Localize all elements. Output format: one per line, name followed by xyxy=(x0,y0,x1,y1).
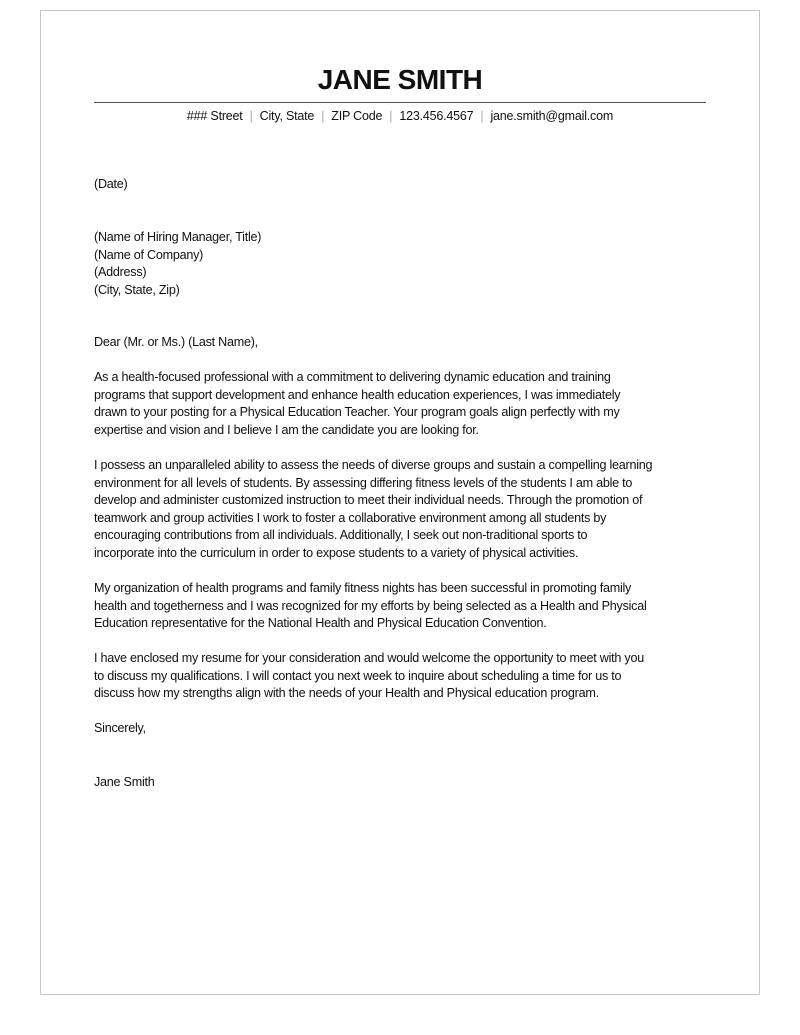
separator: | xyxy=(480,109,484,123)
paragraph-line: programs that support development and enhance health education experiences, I was immediately xyxy=(94,387,621,402)
paragraph-3 xyxy=(94,580,647,633)
paragraph-line: to discuss my qualifications. I will contact you next week to inquire about scheduling a time for us to xyxy=(94,668,622,683)
contact-street: ### Street xyxy=(186,109,243,123)
separator: | xyxy=(389,109,393,123)
contact-phone: 123.456.4567 xyxy=(399,109,474,123)
paragraph-4 xyxy=(94,650,644,703)
paragraph-line: health and togetherness and I was recognized for my efforts by being selected as a Health and Physical xyxy=(94,598,647,613)
contact-zip: ZIP Code xyxy=(331,109,383,123)
contact-email: jane.smith@gmail.com xyxy=(490,109,614,123)
contact-city-state: City, State xyxy=(259,109,315,123)
paragraph-line: expertise and vision and I believe I am the candidate you are looking for. xyxy=(94,422,479,437)
paragraph-2 xyxy=(94,457,652,563)
closing: Sincerely, xyxy=(94,721,146,735)
paragraph-line: drawn to your posting for a Physical Education Teacher. Your program goals align perfectly with my xyxy=(94,405,620,420)
applicant-name: JANE SMITH xyxy=(317,64,483,95)
recipient-line: (Name of Hiring Manager, Title) xyxy=(94,230,262,244)
paragraph-line: I possess an unparalleled ability to assess the needs of diverse groups and sustain a compelling learning xyxy=(94,458,653,472)
paragraph-line: discuss how my strengths align with the needs of your Health and Physical education program. xyxy=(94,686,599,701)
separator: | xyxy=(321,109,325,123)
recipient-block xyxy=(94,229,261,299)
paragraph-line: environment for all levels of students. By assessing differing fitness levels of the students I am able to xyxy=(94,475,633,490)
header-divider xyxy=(94,102,706,103)
recipient-line: (Name of Company) xyxy=(94,247,204,262)
paragraph-line: My organization of health programs and family fitness nights has been successful in promoting family xyxy=(94,581,632,595)
paragraph-line: develop and administer customized instruction to meet their individual needs. Through the promotion of xyxy=(94,493,643,508)
paragraph-line: Education representative for the National Health and Physical Education Convention. xyxy=(94,616,547,631)
recipient-line: (Address) xyxy=(94,265,147,280)
paragraph-line: incorporate into the curriculum in order to expose students to a variety of physical activities. xyxy=(94,545,579,560)
date: (Date) xyxy=(94,177,128,191)
paragraph-line: encouraging contributions from all individuals. Additionally, I seek out non-traditional sports to xyxy=(94,528,588,543)
paragraph-1 xyxy=(94,369,620,439)
signature: Jane Smith xyxy=(94,775,155,789)
paragraph-line: teamwork and group activities I work to foster a collaborative environment among all students by xyxy=(94,510,607,525)
contact-line xyxy=(0,109,800,123)
recipient-line: (City, State, Zip) xyxy=(94,282,180,297)
salutation: Dear (Mr. or Ms.) (Last Name), xyxy=(94,335,258,349)
paragraph-line: As a health-focused professional with a commitment to delivering dynamic education and training xyxy=(94,370,611,384)
paragraph-line: I have enclosed my resume for your consideration and would welcome the opportunity to meet with you xyxy=(94,651,644,665)
separator: | xyxy=(249,109,253,123)
